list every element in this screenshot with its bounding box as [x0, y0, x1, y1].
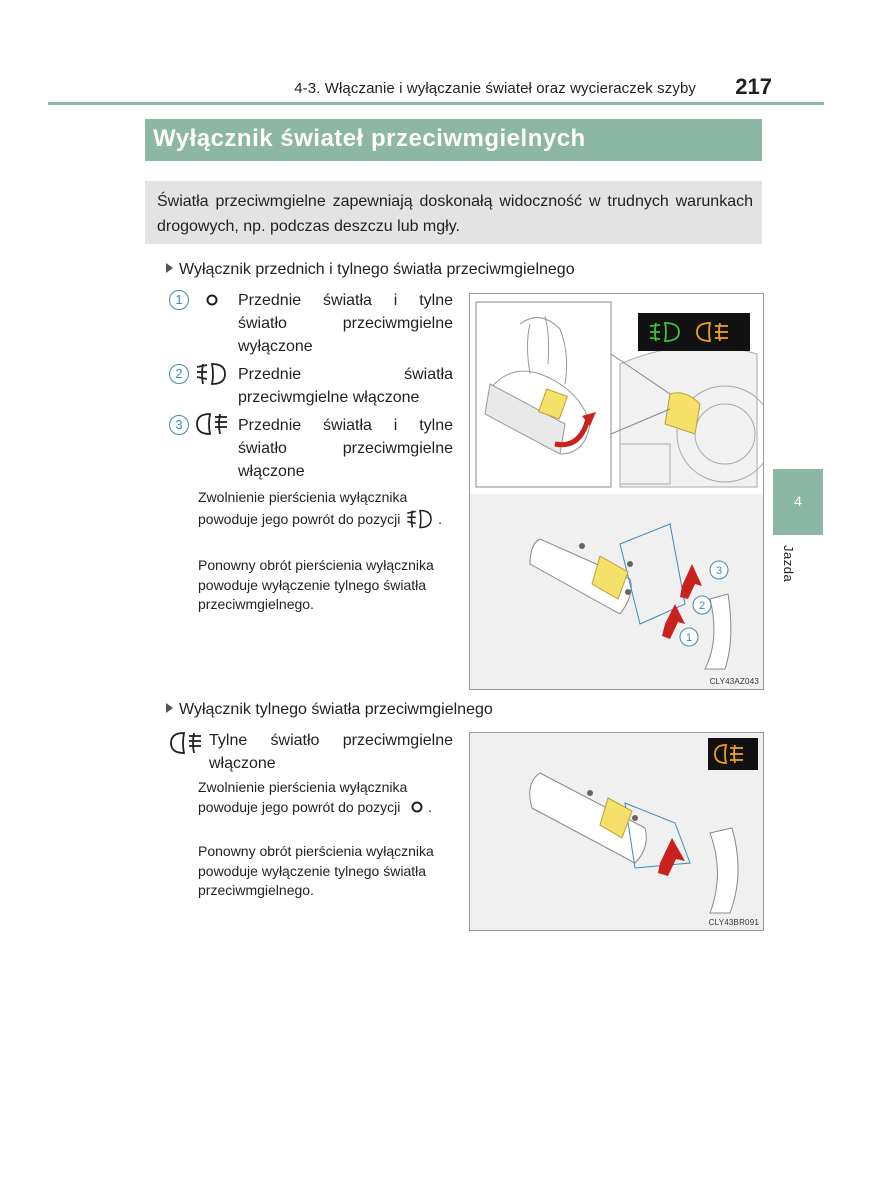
header-divider	[48, 102, 824, 105]
item-text-2: Przednie światła przeciwmgielne włączone	[238, 366, 453, 406]
item-text-3: Przednie światła i tylne światło przeciwmgielne włączone	[238, 417, 453, 480]
item-number-3: 3	[169, 415, 189, 435]
figure-illustration	[470, 294, 763, 689]
svg-text:2: 2	[698, 600, 706, 612]
rear-note-release-text: Zwolnienie pierścienia wyłącznika powoduje jego powrót do pozycji	[198, 779, 408, 815]
figure-code: CLY43AZ043	[709, 677, 759, 686]
page-number: 217	[735, 74, 772, 99]
chapter-tab-number: 4	[794, 493, 802, 509]
note-release-text: Zwolnienie pierścienia wyłącznika powoduje jego powrót do pozycji	[198, 489, 408, 527]
chapter-tab-label: Jazda	[781, 545, 796, 583]
front-fog-icon	[406, 508, 434, 536]
subheading-front-rear	[166, 261, 575, 279]
figure-code: CLY43BR091	[708, 918, 759, 927]
note-release: Zwolnienie pierścienia wyłącznika powoduje jego powrót do pozycji .	[198, 488, 454, 535]
subheading-rear-only	[166, 701, 493, 719]
page-header	[48, 74, 824, 102]
item-text-1: Przednie światła i tylne światło przeciwmgielne wyłączone	[238, 292, 453, 355]
rear-note-rotate: Ponowny obrót pierścienia wyłącznika powoduje wyłączenie tylnego światła przeciwmgielnego.	[198, 843, 434, 898]
section-title: Wyłącznik świateł przeciwmgielnych	[153, 125, 586, 152]
bullet-triangle-icon	[166, 263, 173, 273]
off-circle-icon	[410, 800, 424, 820]
front-fog-icon	[196, 361, 228, 392]
svg-text:3: 3	[715, 565, 723, 577]
intro-text: Światła przeciwmgielne zapewniają doskonałą widoczność w trudnych warunkach drogowych, np. podczas deszczu lub mgły.	[157, 193, 753, 235]
figure-rear-switch	[469, 732, 764, 931]
rear-fog-icon	[196, 411, 230, 442]
subheading-text: Wyłącznik tylnego światła przeciwmgielnego	[179, 701, 493, 718]
off-circle-icon	[205, 293, 219, 312]
note-rotate: Ponowny obrót pierścienia wyłącznika powoduje wyłączenie tylnego światła przeciwmgielnego.	[198, 557, 434, 612]
item-number-1: 1	[169, 290, 189, 310]
figure-illustration	[470, 733, 763, 930]
chapter-title: 4-3. Włączanie i wyłączanie świateł oraz wycieraczek szyby	[294, 80, 696, 97]
bullet-triangle-icon	[166, 703, 173, 713]
rear-note-release: Zwolnienie pierścienia wyłącznika powoduje jego powrót do pozycji .	[198, 778, 454, 819]
figure-front-rear-switch	[469, 293, 764, 690]
item-number-2: 2	[169, 364, 189, 384]
subheading-text: Wyłącznik przednich i tylnego światła przeciwmgielnego	[179, 261, 575, 278]
intro-box	[145, 181, 762, 244]
rear-fog-icon	[170, 730, 204, 761]
section-title-bar	[145, 119, 762, 161]
chapter-tab	[773, 469, 823, 535]
svg-text:1: 1	[685, 632, 693, 644]
rear-item-text: Tylne światło przeciwmgielne włączone	[209, 732, 453, 772]
